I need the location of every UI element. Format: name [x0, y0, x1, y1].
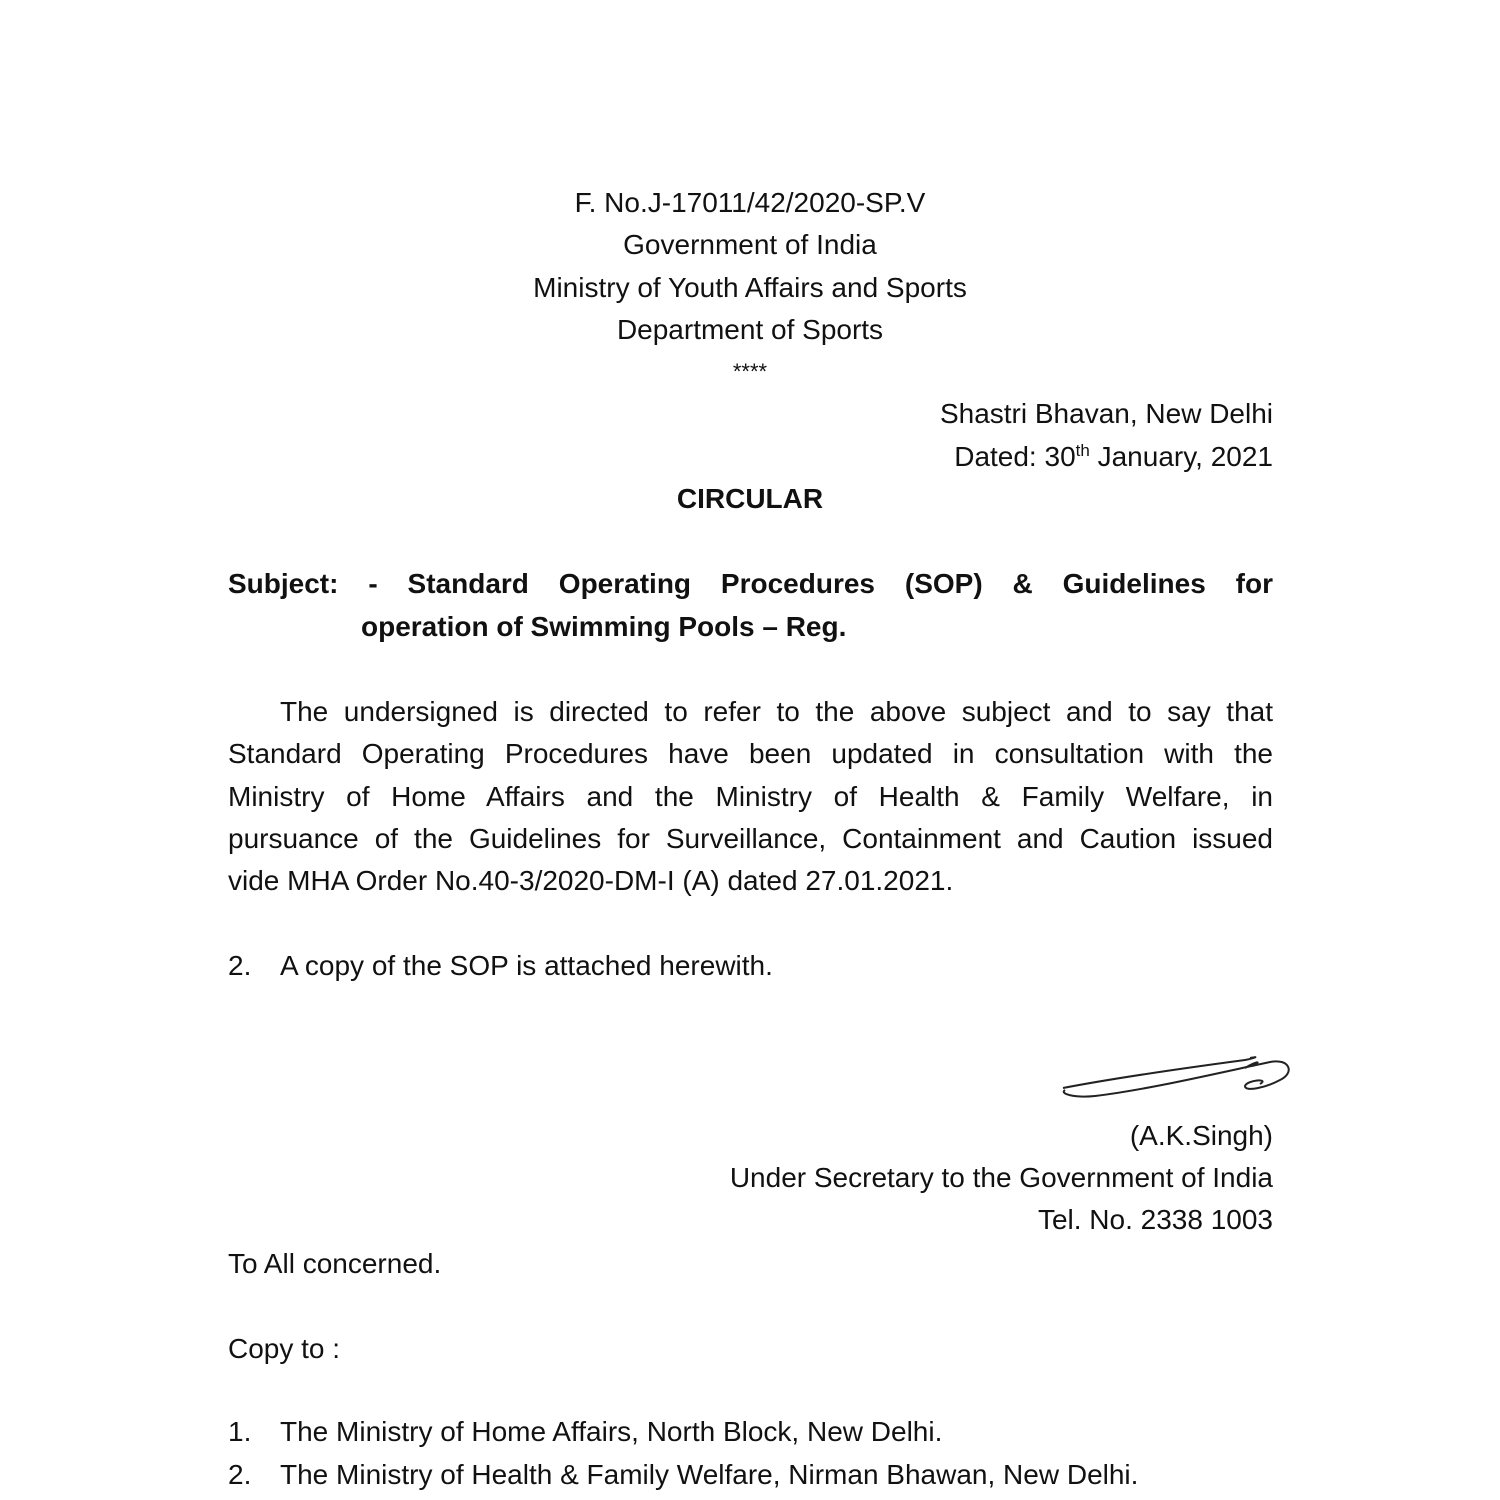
- signature: [1055, 1048, 1300, 1108]
- addressee: To All concerned.: [228, 1248, 442, 1279]
- department-heading: Department of Sports: [616, 314, 884, 345]
- separator: ****: [732, 359, 768, 384]
- date-prefix: Dated: 30: [954, 441, 1076, 472]
- paragraph-1-line: vide MHA Order No.40-3/2020-DM-I (A) dated 27.01.2021.: [228, 865, 954, 896]
- paragraph-1-line: The undersigned is directed to refer to the above subject and to say that: [280, 696, 1273, 727]
- subject-line-2: operation of Swimming Pools – Reg.: [361, 611, 847, 642]
- ministry-heading: Ministry of Youth Affairs and Sports: [533, 272, 967, 303]
- date: [954, 441, 1273, 473]
- paragraph-number: 2.: [228, 950, 252, 981]
- copy-to-label: Copy to :: [228, 1333, 341, 1364]
- paragraph-1-line: pursuance of the Guidelines for Surveillance, Containment and Caution issued: [228, 823, 1273, 854]
- copy-to-item: [228, 1459, 1138, 1491]
- date-sup: th: [1075, 441, 1090, 460]
- item-number: 2.: [228, 1459, 252, 1490]
- signatory-designation: Under Secretary to the Government of India: [729, 1162, 1273, 1193]
- item-text: The Ministry of Health & Family Welfare, Nirman Bhawan, New Delhi.: [280, 1459, 1139, 1490]
- subject-line-1: Subject: - Standard Operating Procedures (SOP) & Guidelines for: [228, 568, 1273, 599]
- item-text: The Ministry of Home Affairs, North Block, New Delhi.: [280, 1416, 943, 1447]
- signatory-name: (A.K.Singh): [1129, 1120, 1273, 1151]
- paragraph-2: [228, 950, 773, 982]
- paragraph-2-text: A copy of the SOP is attached herewith.: [280, 950, 773, 981]
- government-heading: Government of India: [623, 229, 877, 260]
- file-number: F. No.J-17011/42/2020-SP.V: [574, 187, 926, 218]
- date-suffix: January, 2021: [1089, 441, 1273, 472]
- signatory-telephone: Tel. No. 2338 1003: [1037, 1204, 1273, 1235]
- paragraph-1-line: Ministry of Home Affairs and the Ministry of Health & Family Welfare, in: [228, 781, 1273, 812]
- item-number: 1.: [228, 1416, 252, 1447]
- place: Shastri Bhavan, New Delhi: [939, 398, 1273, 429]
- document-title: CIRCULAR: [676, 483, 824, 514]
- copy-to-item: [228, 1416, 942, 1448]
- paragraph-1-line: Standard Operating Procedures have been updated in consultation with the: [228, 738, 1273, 769]
